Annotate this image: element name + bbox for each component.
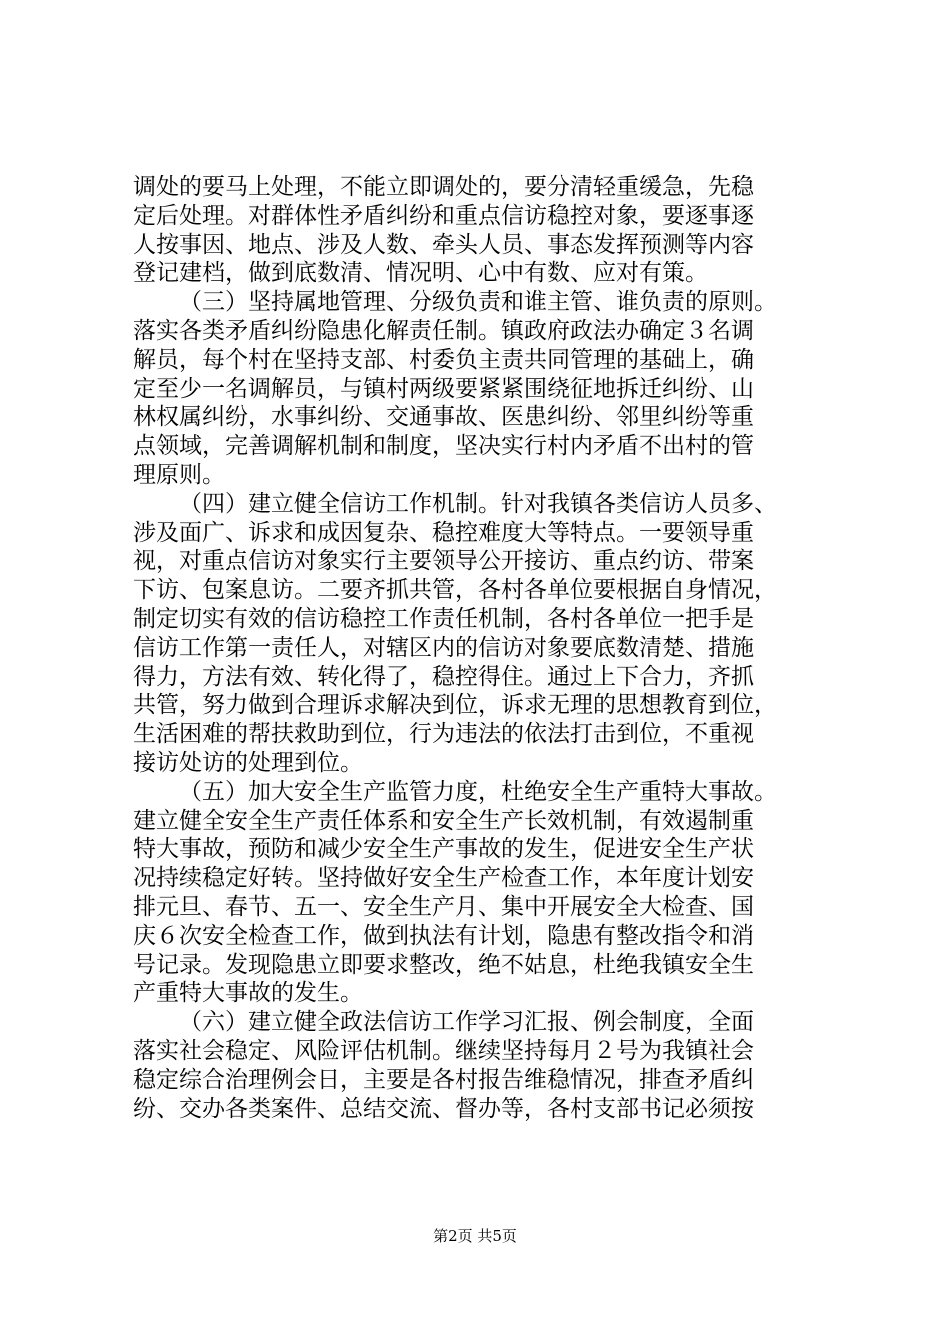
- text-line: 信访工作第一责任人，对辖区内的信访对象要底数清楚、措施: [133, 634, 754, 661]
- body-text: [133, 173, 833, 1123]
- text-line: 产重特大事故的发生。: [133, 980, 363, 1007]
- text-line: （四）建立健全信访工作机制。针对我镇各类信访人员多、: [179, 490, 777, 517]
- text-line: 视，对重点信访对象实行主要领导公开接访、重点约访、带案: [133, 548, 754, 575]
- text-line: 庆６次安全检查工作，做到执法有计划，隐患有整改指令和消: [133, 922, 754, 949]
- text-line: 落实社会稳定、风险评估机制。继续坚持每月２号为我镇社会: [133, 1037, 754, 1064]
- text-line: 生活困难的帮扶救助到位，行为违法的依法打击到位，不重视: [133, 721, 754, 748]
- text-line: 人按事因、地点、涉及人数、牵头人员、事态发挥预测等内容: [133, 231, 754, 258]
- text-line: 调处的要马上处理，不能立即调处的，要分清轻重缓急，先稳: [133, 174, 754, 200]
- text-line: 纷、交办各类案件、总结交流、督办等，各村支部书记必须按: [133, 1095, 754, 1122]
- text-line: （六）建立健全政法信访工作学习汇报、例会制度，全面: [179, 1009, 754, 1036]
- text-line: 涉及面广、诉求和成因复杂、稳控难度大等特点。一要领导重: [133, 519, 754, 546]
- text-line: 登记建档，做到底数清、情况明、心中有数、应对有策。: [133, 260, 708, 287]
- text-line: 理原则。: [133, 461, 225, 488]
- text-line: 特大事故，预防和减少安全生产事故的发生，促进安全生产状: [133, 836, 754, 863]
- text-line: 定后处理。对群体性矛盾纠纷和重点信访稳控对象，要逐事逐: [133, 202, 754, 229]
- text-line: 接访处访的处理到位。: [133, 749, 363, 776]
- text-line: （三）坚持属地管理、分级负责和谁主管、谁负责的原则。: [179, 289, 777, 316]
- text-line: 号记录。发现隐患立即要求整改，绝不姑息，杜绝我镇安全生: [133, 951, 754, 978]
- text-line: （五）加大安全生产监管力度，杜绝安全生产重特大事故。: [179, 778, 777, 805]
- text-line: 点领域，完善调解机制和制度，坚决实行村内矛盾不出村的管: [133, 433, 754, 460]
- text-line: 得力，方法有效、转化得了，稳控得住。通过上下合力，齐抓: [133, 663, 754, 690]
- text-line: 落实各类矛盾纠纷隐患化解责任制。镇政府政法办确定３名调: [133, 317, 754, 344]
- text-line: 建立健全安全生产责任体系和安全生产长效机制，有效遏制重: [133, 807, 754, 834]
- text-line: 排元旦、春节、五一、安全生产月、集中开展安全大检查、国: [133, 893, 754, 920]
- text-line: 解员，每个村在坚持支部、村委负主责共同管理的基础上，确: [133, 346, 754, 373]
- text-line: 稳定综合治理例会日，主要是各村报告维稳情况，排查矛盾纠: [133, 1066, 754, 1093]
- page-footer: 第2页 共5页: [433, 1227, 517, 1245]
- text-line: 定至少一名调解员，与镇村两级要紧紧围绕征地拆迁纠纷、山: [133, 375, 754, 402]
- text-line: 共管，努力做到合理诉求解决到位，诉求无理的思想教育到位，: [133, 692, 777, 719]
- text-line: 林权属纠纷，水事纠纷、交通事故、医患纠纷、邻里纠纷等重: [133, 404, 754, 431]
- text-line: 制定切实有效的信访稳控工作责任机制，各村各单位一把手是: [133, 605, 754, 632]
- text-line: 下访、包案息访。二要齐抓共管，各村各单位要根据自身情况，: [133, 577, 777, 604]
- text-line: 况持续稳定好转。坚持做好安全生产检查工作，本年度计划安: [133, 865, 754, 892]
